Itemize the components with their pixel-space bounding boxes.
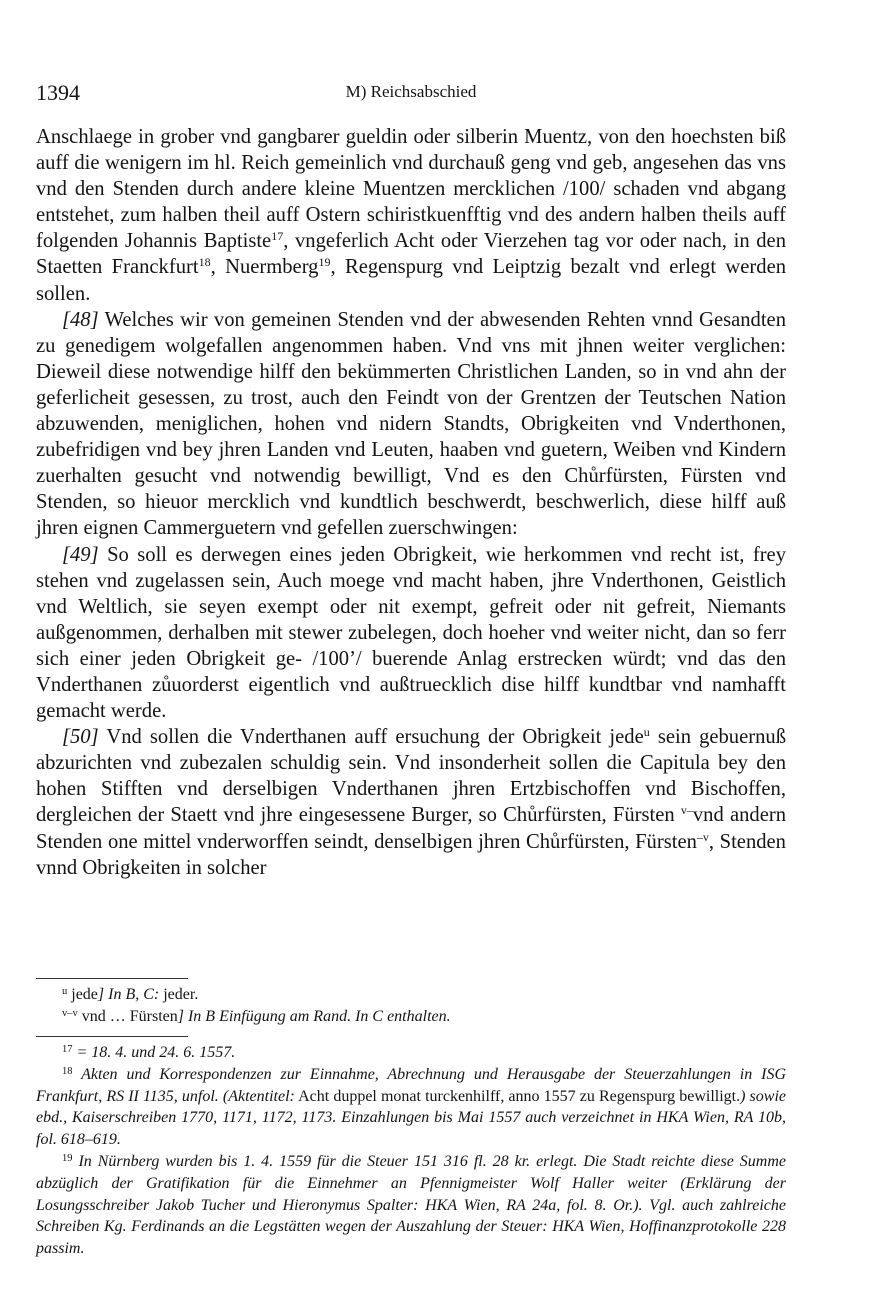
apparatus-lemma: vnd … Fürsten — [77, 1008, 178, 1025]
footnote-text: Akten und Korrespondenzen zur Einnahme, Abrechnung und Herausgabe der Steuerzahlungen in ISG Frankfurt, RS II 1135, unfol. (Aktentitel: — [36, 1065, 786, 1105]
paragraph-marker: [50] — [62, 726, 99, 749]
variant-ref-v-start: v– — [680, 803, 693, 818]
apparatus-lemma: jede — [67, 986, 98, 1003]
main-text — [36, 124, 786, 881]
page-number: 1394 — [36, 80, 80, 105]
paragraph-marker: [48] — [62, 308, 99, 331]
text-run: So soll es derwegen eines jeden Obrigkeit, wie herkommen vnd recht ist, frey stehen vnd zugelassen sein, Auch moege vnd macht haben, jhre Vnderthonen, Geistlich vnd Weltlich, sie seyen exempt oder nit exempt, gefreit oder nit gefreit, Niemants außgenommen, derhalben mit stewer zubelegen, doch hoeher vnd weiter nicht, dan so ferr sich einer jeden Obrigkeit ge- /100’/ buerende Anlag erstrecken würdt; vnd das den Vnderthanen zůuorderst eigentlich vnd außtruecklich dise hilff kundtbar vnd namhafft gemacht werde. — [36, 543, 786, 723]
footnote-ref-17: 17 — [271, 229, 284, 244]
text-run: sein gebuernuß abzurichten vnd zubezalen schuldig sein. Vnd insonderheit sollen die Capitula bey den hohen Stifften vnd derselbigen Vnderthanen jhren Ertzbischoffen vnd Bischoffen, dergleichen der Staett vnd jhre eingesessene Burger, so Chůrfürsten, Fürsten — [36, 726, 786, 827]
paragraph-50 — [36, 724, 786, 881]
footnote-number: 17 — [62, 1044, 73, 1055]
apparatus-note: ] In B Einfügung am Rand. In C enthalten. — [177, 1008, 451, 1025]
variant-ref-u: u — [643, 725, 650, 740]
text-run: Vnd sollen die Vnderthanen auff ersuchung der Obrigkeit jede — [98, 726, 644, 749]
apparatus-siglum: v–v — [62, 1008, 78, 1019]
apparatus-note: ] In B, C: — [97, 986, 160, 1003]
running-title: M) Reichsabschied — [345, 82, 477, 101]
apparatus-entry-u — [36, 984, 786, 1006]
paragraph-marker: [49] — [62, 543, 99, 566]
footnote-number: 19 — [62, 1152, 73, 1164]
footnote-text: = 18. 4. und 24. 6. 1557. — [72, 1044, 236, 1061]
footnote-ref-19: 19 — [318, 255, 331, 270]
footnote-quoted-title: Acht duppel monat turckenhilff, anno 1557 zu Regenspurg bewilligt. — [294, 1087, 741, 1105]
apparatus-reading: jeder. — [159, 986, 199, 1003]
footnote-text: ) sowie ebd., Kaiserschreiben 1770, 1171, 1172, 1173. Einzahlungen bis Mai 1557 auch verzeichnet in HKA Wien, RA 10b, fol. 618–619. — [36, 1087, 786, 1149]
page-header — [36, 80, 786, 106]
text-run: , Stenden vnnd Obrigkeiten in solcher — [36, 830, 786, 879]
apparatus-entry-v — [36, 1006, 786, 1028]
footnote-divider — [36, 1036, 188, 1037]
footnotes — [36, 1042, 786, 1260]
paragraph-48 — [36, 307, 786, 542]
paragraph-continued — [36, 124, 786, 307]
apparatus-divider — [36, 978, 188, 979]
variant-ref-v-end: –v — [696, 829, 709, 844]
text-run: , vngeferlich Acht oder Vierzehen tag vor oder nach, in den Staetten Franckfurt — [36, 230, 786, 279]
footnote-17 — [36, 1042, 786, 1064]
footnote-ref-18: 18 — [198, 255, 211, 270]
paragraph-49 — [36, 542, 786, 725]
text-run: , Regenspurg vnd Leiptzig bezalt vnd erlegt werden sollen. — [36, 256, 787, 305]
text-run: Anschlaege in grober vnd gangbarer gueldin oder silberin Muentz, von den hoechsten biß auff die wenigern im hl. Reich gemeinlich vnd durchauß geng vnd geb, angesehen das vns vnd den Stenden durch andere kleine Muentzen mercklichen /100/ schaden vnd abgang entstehet, zum halben theil auff Ostern schiristkuenfftig vnd des andern halben theils auff folgenden Johannis Baptiste — [36, 126, 786, 253]
footnote-text: In Nürnberg wurden bis 1. 4. 1559 für die Steuer 151 316 fl. 28 kr. erlegt. Die Stadt reichte diese Summe abzüglich der Gratifikation für die Einnehmer an Pfennigmeister Wolf Haller weiter (Erklärung der Losungsschreiber Jakob Tucher und Hieronymus Spalter: HKA Wien, RA 24a, fol. 8. Or.). Vgl. auch zahlreiche Schreiben Kg. Ferdinands an die Legstätten wegen der Auszahlung der Steuer: HKA Wien, Hoffinanzprotokolle 228 passim. — [36, 1152, 786, 1258]
apparatus-siglum: u — [62, 986, 68, 997]
text-run: vnd andern Stenden one mittel vnderworffen seindt, denselbigen jhren Chůrfürsten, Fürsten — [36, 804, 786, 853]
footnote-19 — [36, 1151, 786, 1260]
footnote-18 — [36, 1064, 786, 1151]
text-run: Welches wir von gemeinen Stenden vnd der abwesenden Rehten vnnd Gesandten zu genedigem wolgefallen angenommen haben. Vnd vns mit jhnen weiter verglichen: Dieweil diese notwendige hilff den bekümmerten Christlichen Landen, so in vnd ahn der geferlicheit gesessen, zu trost, auch den Feindt von der Grentzen der Teutschen Nation abzuwenden, meniglichen, hohen vnd nidern Standts, Obrigkeiten vnd Vnderthonen, zubefridigen vnd bey jhren Landen vnd Leuten, haaben vnd guetern, Weiben vnd Kindern zuerhalten gesucht vnd notwendig bewilligt, Vnd es den Chůrfürsten, Fürsten vnd Stenden, so hieuor mercklich vnd kundtlich beschwerdt, beschwerlich, diese hilff auß jhren eignen Cammerguetern vnd gefellen zuerschwingen: — [36, 308, 786, 540]
critical-apparatus — [36, 984, 786, 1028]
footnote-number: 18 — [62, 1065, 73, 1077]
text-run: , Nuermberg — [210, 256, 319, 279]
